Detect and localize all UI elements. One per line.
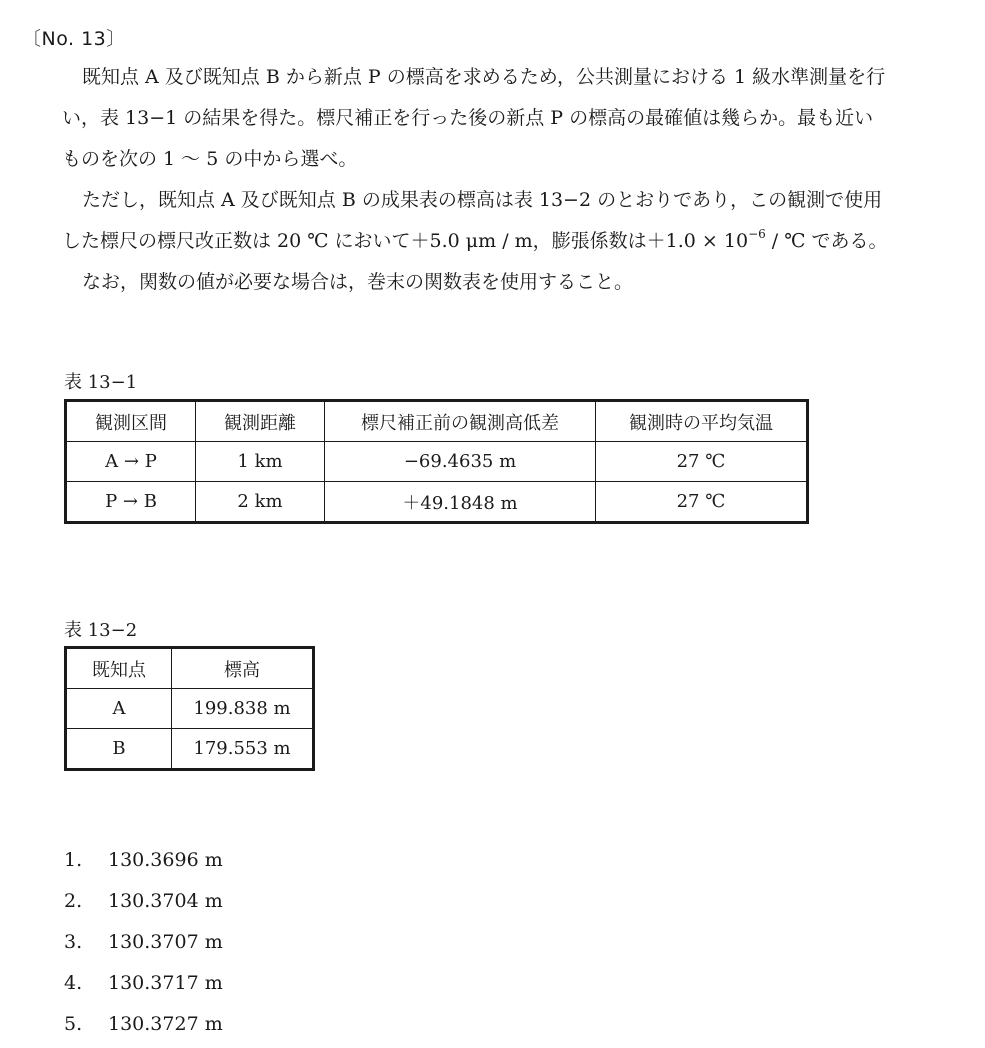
answer-choice-3[interactable] [64,925,223,966]
choice-text: 130.3727 m [108,1013,223,1035]
conditions-line-1: ただし，既知点 A 及び既知点 B の成果表の標高は表 13−2 のとおりであり，この観測で使用 [82,189,883,211]
table-cell: 199.838 m [172,689,314,729]
table1-caption: 表 13−1 [64,372,138,393]
table-header-cell: 観測区間 [66,401,196,442]
answer-choice-2[interactable] [64,884,223,925]
table-row [66,689,314,729]
table-cell: B [66,729,172,770]
conditions-line-2 [62,221,962,262]
choice-text: 130.3704 m [108,890,223,912]
choice-number: 2. [64,890,83,912]
answer-choice-1[interactable] [64,843,223,884]
table-header-cell: 観測時の平均気温 [596,401,808,442]
table-row [66,482,808,523]
table-header-cell: 既知点 [66,648,172,689]
exponent: −6 [748,227,766,241]
choice-number: 1. [64,849,83,871]
table-header-row [66,648,314,689]
choice-text: 130.3717 m [108,972,223,994]
table-header-cell: 標尺補正前の観測高低差 [325,401,596,442]
statement-line-3: ものを次の 1 〜 5 の中から選べ。 [62,148,358,170]
table-row [66,729,314,770]
question-number: 〔No. 13〕 [22,28,126,50]
table-cell: A [66,689,172,729]
answer-choice-5[interactable] [64,1007,223,1048]
conditions-line-2-text: した標尺の標尺改正数は 20 ℃ において＋5.0 μm / m，膨張係数は＋1.0 × 10 [62,230,749,252]
choice-text: 130.3696 m [108,849,223,871]
table-header-cell: 標高 [172,648,314,689]
table-cell: 27 ℃ [596,482,808,523]
table-cell: ＋49.1848 m [325,482,596,523]
answer-choices [64,843,223,1048]
table-cell: −69.4635 m [325,442,596,482]
table-cell: 179.553 m [172,729,314,770]
observation-table [64,399,809,524]
choice-number: 5. [64,1013,83,1035]
table2-caption: 表 13−2 [64,620,138,641]
table-cell: 27 ℃ [596,442,808,482]
table-header-row [66,401,808,442]
table-cell: 2 km [196,482,325,523]
statement-line-2: い，表 13−1 の結果を得た。標尺補正を行った後の新点 P の標高の最確値は幾らか。最も近い [62,107,874,129]
statement-line-1: 既知点 A 及び既知点 B から新点 P の標高を求めるため，公共測量における 1 級水準測量を行 [82,66,886,88]
table-header-cell: 観測距離 [196,401,325,442]
note-line: なお，関数の値が必要な場合は，巻末の関数表を使用すること。 [82,271,634,293]
problem-statement [62,57,962,180]
table-cell: 1 km [196,442,325,482]
choice-number: 3. [64,931,83,953]
table-row [66,442,808,482]
table-cell: A → P [66,442,196,482]
choice-number: 4. [64,972,83,994]
choice-text: 130.3707 m [108,931,223,953]
answer-choice-4[interactable] [64,966,223,1007]
table-cell: P → B [66,482,196,523]
conditions-line-2-end: / ℃ である。 [765,230,888,252]
note-paragraph [62,262,962,303]
conditions-paragraph [62,180,962,262]
known-points-table [64,646,315,771]
